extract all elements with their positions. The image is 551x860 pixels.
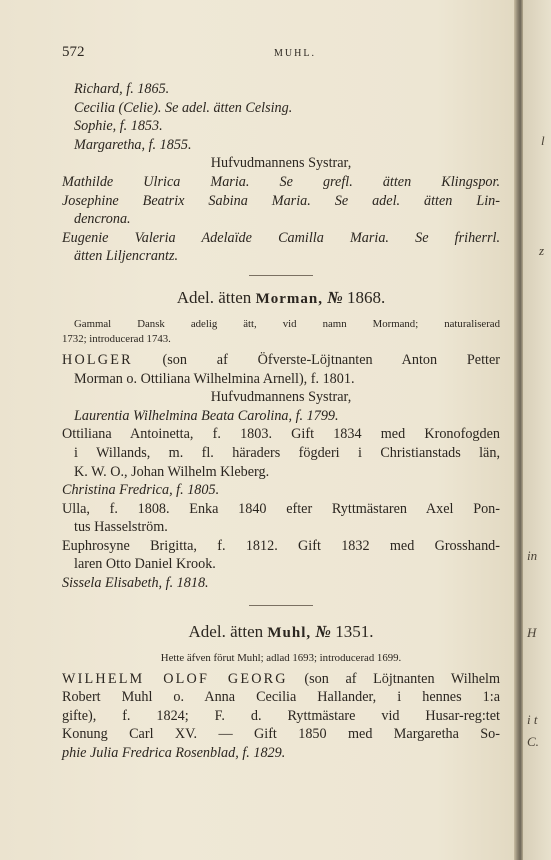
head-spouse: phie Julia Fredrica Rosenblad, f. 1829. bbox=[62, 745, 286, 762]
entry-mathilde: Mathilde Ulrica Maria. Se grefl. ätten Klingspor. bbox=[62, 173, 500, 190]
entry-cecilia: Cecilia (Celie). Se adel. ätten Celsing. bbox=[74, 99, 293, 116]
family-intro: Hette äfven förut Muhl; adlad 1693; introducerad 1699. bbox=[160, 651, 402, 664]
entry-sissela: Sissela Elisabeth, f. 1818. bbox=[62, 575, 209, 592]
head-details: gifte), f. 1824; F. d. Ryttmästare vid Husar-reg:tet bbox=[62, 707, 500, 724]
entry-ottiliana: Ottiliana Antoinetta, f. 1803. Gift 1834 med Kronofogden bbox=[62, 426, 500, 443]
family-intro-cont: 1732; introducerad 1743. bbox=[62, 332, 171, 345]
entry-margaretha: Margaretha, f. 1855. bbox=[74, 136, 192, 153]
head-parentage-cont: Morman o. Ottiliana Wilhelmina Arnell), f. 1801. bbox=[74, 370, 355, 387]
entry-ottiliana-cont: i Willands, m. fl. häraders fögderi i Christianstads län, bbox=[74, 444, 500, 461]
adjacent-fragment: l bbox=[541, 133, 545, 148]
running-head: MUHL. bbox=[274, 48, 316, 59]
family-number: 1351. bbox=[335, 621, 374, 641]
entry-christina: Christina Fredrica, f. 1805. bbox=[62, 482, 220, 499]
entry-eugenie-cont: ätten Liljencrantz. bbox=[74, 248, 179, 265]
adjacent-fragment: i t bbox=[527, 712, 538, 727]
entry-ulla: Ulla, f. 1808. Enka 1840 efter Ryttmästaren Axel Pon- bbox=[62, 500, 500, 517]
entry-euphrosyne-cont: laren Otto Daniel Krook. bbox=[74, 556, 216, 573]
section-subheading: Hufvudmannens Systrar, bbox=[210, 389, 352, 406]
head-marriage: Konung Carl XV. — Gift 1850 med Margaretha So- bbox=[62, 726, 500, 743]
heading-prefix: Adel. ätten bbox=[188, 621, 264, 641]
adjacent-fragment: H bbox=[527, 625, 537, 640]
adjacent-page-edge bbox=[523, 0, 551, 860]
entry-ottiliana-cont2: K. W. O., Johan Wilhelm Kleberg. bbox=[74, 463, 270, 480]
head-name: HOLGER bbox=[62, 351, 133, 368]
section-subheading: Hufvudmannens Systrar, bbox=[210, 155, 352, 172]
book-gutter bbox=[514, 0, 523, 860]
entry-josephine-cont: dencrona. bbox=[74, 211, 131, 228]
head-name: WILHELM OLOF GEORG bbox=[62, 670, 288, 687]
entry-euphrosyne: Euphrosyne Brigitta, f. 1812. Gift 1832 med Grosshand- bbox=[62, 537, 500, 554]
head-parentage-cont: Robert Muhl o. Anna Cecilia Hallander, i hennes 1:a bbox=[62, 689, 500, 706]
adjacent-fragment: in bbox=[527, 548, 538, 563]
head-parentage: (son af Löjtnanten Wilhelm bbox=[304, 670, 501, 687]
entry-richard: Richard, f. 1865. bbox=[74, 81, 170, 97]
family-number: 1868. bbox=[347, 287, 386, 307]
entry-ulla-cont: tus Hasselström. bbox=[74, 519, 168, 536]
heading-prefix: Adel. ätten bbox=[176, 287, 252, 307]
head-parentage: (son af Öfverste-Löjtnanten Anton Petter bbox=[162, 351, 501, 368]
number-sign: № bbox=[327, 287, 343, 307]
family-name: Muhl, bbox=[267, 624, 312, 641]
family-heading-morman bbox=[62, 286, 500, 311]
section-divider bbox=[249, 605, 313, 606]
page-header bbox=[62, 44, 502, 64]
family-heading-muhl bbox=[62, 620, 500, 645]
entry-josephine: Josephine Beatrix Sabina Maria. Se adel. ätten Lin- bbox=[62, 192, 500, 209]
head-of-family bbox=[62, 670, 500, 689]
page-number: 572 bbox=[62, 44, 85, 60]
adjacent-fragment: z bbox=[539, 243, 545, 258]
entry-sophie: Sophie, f. 1853. bbox=[74, 118, 163, 135]
entry-laurentia: Laurentia Wilhelmina Beata Carolina, f. 1799. bbox=[74, 407, 339, 424]
page-content bbox=[62, 80, 500, 763]
family-intro: Gammal Dansk adelig ätt, vid namn Mormand; naturaliserad bbox=[74, 317, 500, 330]
number-sign: № bbox=[315, 621, 331, 641]
adjacent-fragment: C. bbox=[527, 734, 539, 749]
entry-eugenie: Eugenie Valeria Adelaïde Camilla Maria. Se friherrl. bbox=[62, 229, 500, 246]
head-of-family bbox=[62, 351, 500, 370]
section-divider bbox=[249, 275, 313, 276]
family-name: Morman, bbox=[255, 290, 323, 307]
